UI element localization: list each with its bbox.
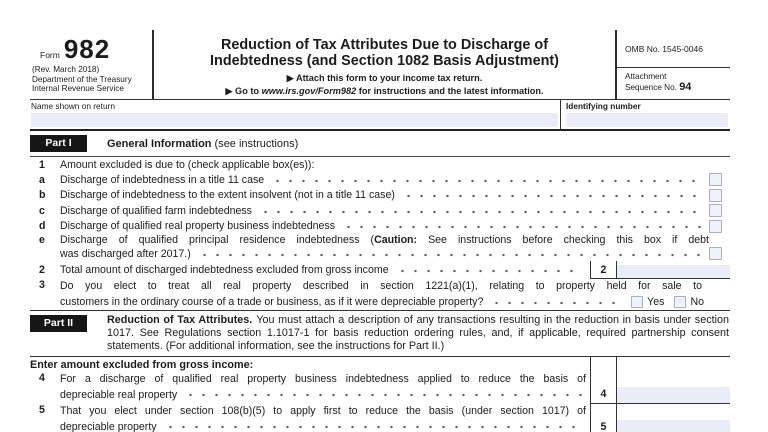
line-3-label-line2: customers in the ordinary course of a trade or business, as if it were depreciable property? xyxy=(60,295,484,308)
form-sheet xyxy=(30,30,730,432)
part1-title: General Information (see instructions) xyxy=(107,137,299,150)
dot-leader xyxy=(269,172,701,188)
line-5-amount-cell xyxy=(617,404,730,432)
identifying-number-label: Identifying number xyxy=(566,101,641,111)
sequence-line: Sequence No. 94 xyxy=(625,81,692,93)
line-1b-row xyxy=(30,188,730,204)
line-4-label: For a discharge of qualified real property business indebtedness applied to reduce the basis of depreciable real property xyxy=(60,372,590,404)
omb-block xyxy=(617,30,730,99)
attach-instruction: ▶ Attach this form to your income tax return. xyxy=(286,73,483,83)
name-input[interactable] xyxy=(31,113,558,127)
line-5-row xyxy=(30,404,730,432)
form-id-block xyxy=(30,30,152,99)
line-1a-label: Discharge of indebtedness in a title 11 case xyxy=(60,173,265,186)
line-1-row xyxy=(30,157,730,172)
line-1c-number: c xyxy=(39,204,45,217)
line-1d-number: d xyxy=(39,220,46,233)
part1-badge: Part I xyxy=(30,135,87,152)
attachment-sequence xyxy=(617,68,730,99)
line-3-number: 3 xyxy=(39,279,45,291)
caution-label: Caution: xyxy=(374,234,418,246)
line-1d-row xyxy=(30,219,730,235)
line-5-number: 5 xyxy=(39,404,45,417)
checkbox-1c[interactable] xyxy=(709,204,722,217)
checkbox-1a[interactable] xyxy=(709,173,722,186)
form-title-line1: Reduction of Tax Attributes Due to Discharge of xyxy=(220,37,548,53)
line-5-amount-input[interactable] xyxy=(617,420,730,432)
line-1c-label: Discharge of qualified farm indebtedness xyxy=(60,204,252,217)
goto-prefix: ▶ Go to xyxy=(225,86,262,96)
part2-header xyxy=(30,311,730,358)
no-label: No xyxy=(690,295,704,308)
line-4-row xyxy=(30,372,730,404)
part2-badge: Part II xyxy=(30,315,87,332)
checkbox-1e[interactable] xyxy=(709,247,722,260)
identifying-number-input[interactable] xyxy=(566,113,728,127)
form-title-line2: Indebtedness (and Section 1082 Basis Adjustment) xyxy=(210,53,559,69)
line-4-number: 4 xyxy=(39,372,45,385)
dot-leader xyxy=(488,294,623,310)
line-1-number: 1 xyxy=(39,158,45,171)
omb-number: OMB No. 1545-0046 xyxy=(617,30,730,68)
form-number: 982 xyxy=(63,34,111,64)
form-number-line xyxy=(30,34,152,64)
line-1a-number: a xyxy=(39,173,45,186)
sequence-number: 94 xyxy=(679,81,692,93)
line-1a-row xyxy=(30,172,730,188)
yes-label: Yes xyxy=(647,295,665,308)
part1-header xyxy=(30,131,730,157)
line-1b-label: Discharge of indebtedness to the extent insolvent (not in a title 11 case) xyxy=(60,189,395,202)
line-1e-row xyxy=(30,234,730,261)
checkbox-1b[interactable] xyxy=(709,189,722,202)
enter-amount-row xyxy=(30,357,730,372)
department-label: Department of the Treasury xyxy=(32,74,132,84)
line-4-amount-cell xyxy=(617,372,730,404)
part2-description: Reduction of Tax Attributes. You must attach a description of any transactions resulting in the reduction in basis under section 1017. See Regulations section 1.1017-1 for basis reduction ordering rules, and, if applicable, required partnership consent statements. (For additional information, see the instructions for Part II.) xyxy=(107,313,730,352)
identifying-number-cell xyxy=(560,100,730,129)
line-3-label-line1: Do you elect to treat all real property described in section 1221(a)(1), relating to property held for sale to xyxy=(60,280,702,292)
line-2-amount-input[interactable] xyxy=(617,265,730,278)
form-title-block xyxy=(152,30,617,99)
checkbox-1d[interactable] xyxy=(709,220,722,233)
line-3-row xyxy=(30,279,730,311)
line-2-box-number: 2 xyxy=(590,261,617,279)
dot-leader xyxy=(196,248,701,262)
dot-leader xyxy=(400,188,701,204)
name-label: Name shown on return xyxy=(31,101,115,111)
checkbox-3-yes[interactable] xyxy=(631,296,643,308)
form-word: Form xyxy=(40,50,60,60)
checkbox-3-no[interactable] xyxy=(674,296,686,308)
form-header xyxy=(30,30,730,100)
line-5-label: That you elect under section 108(b)(5) to apply first to reduce the basis (under section 1017) of depreciable property xyxy=(60,404,590,432)
line-2-label: Total amount of discharged indebtedness excluded from gross income xyxy=(60,264,389,276)
dot-leader xyxy=(394,261,582,279)
dot-leader xyxy=(257,203,701,219)
attachment-label: Attachment xyxy=(625,72,667,81)
line-1e-number: e xyxy=(39,234,45,246)
dot-leader xyxy=(182,386,582,404)
dot-leader xyxy=(340,219,701,235)
name-id-row xyxy=(30,100,730,131)
form-revision: (Rev. March 2018) xyxy=(32,65,100,74)
line-1-label: Amount excluded is due to (check applicable box(es)): xyxy=(60,158,315,171)
line-5-box-number: 5 xyxy=(590,404,617,432)
line-4-box-number: 4 xyxy=(590,372,617,404)
line-1d-label: Discharge of qualified real property business indebtedness xyxy=(60,220,336,233)
line-4-amount-input[interactable] xyxy=(617,387,730,403)
agency-label: Internal Revenue Service xyxy=(32,84,124,94)
irs-form982-link[interactable]: www.irs.gov/Form982 xyxy=(261,86,357,96)
dot-leader xyxy=(162,418,582,432)
goto-instruction xyxy=(154,86,615,97)
line-1b-number: b xyxy=(39,189,46,202)
name-cell xyxy=(30,100,560,129)
line-1c-row xyxy=(30,203,730,219)
goto-suffix: for instructions and the latest information. xyxy=(356,86,544,96)
enter-amount-label: Enter amount excluded from gross income: xyxy=(30,359,254,372)
line-1e-label: Discharge of qualified principal residence indebtedness (Caution: See instructions before checking this box if debt was discharged after 2017.) xyxy=(60,234,709,261)
line-2-amount-cell xyxy=(617,261,730,279)
line-2-row xyxy=(30,261,730,279)
line-2-number: 2 xyxy=(39,264,45,276)
